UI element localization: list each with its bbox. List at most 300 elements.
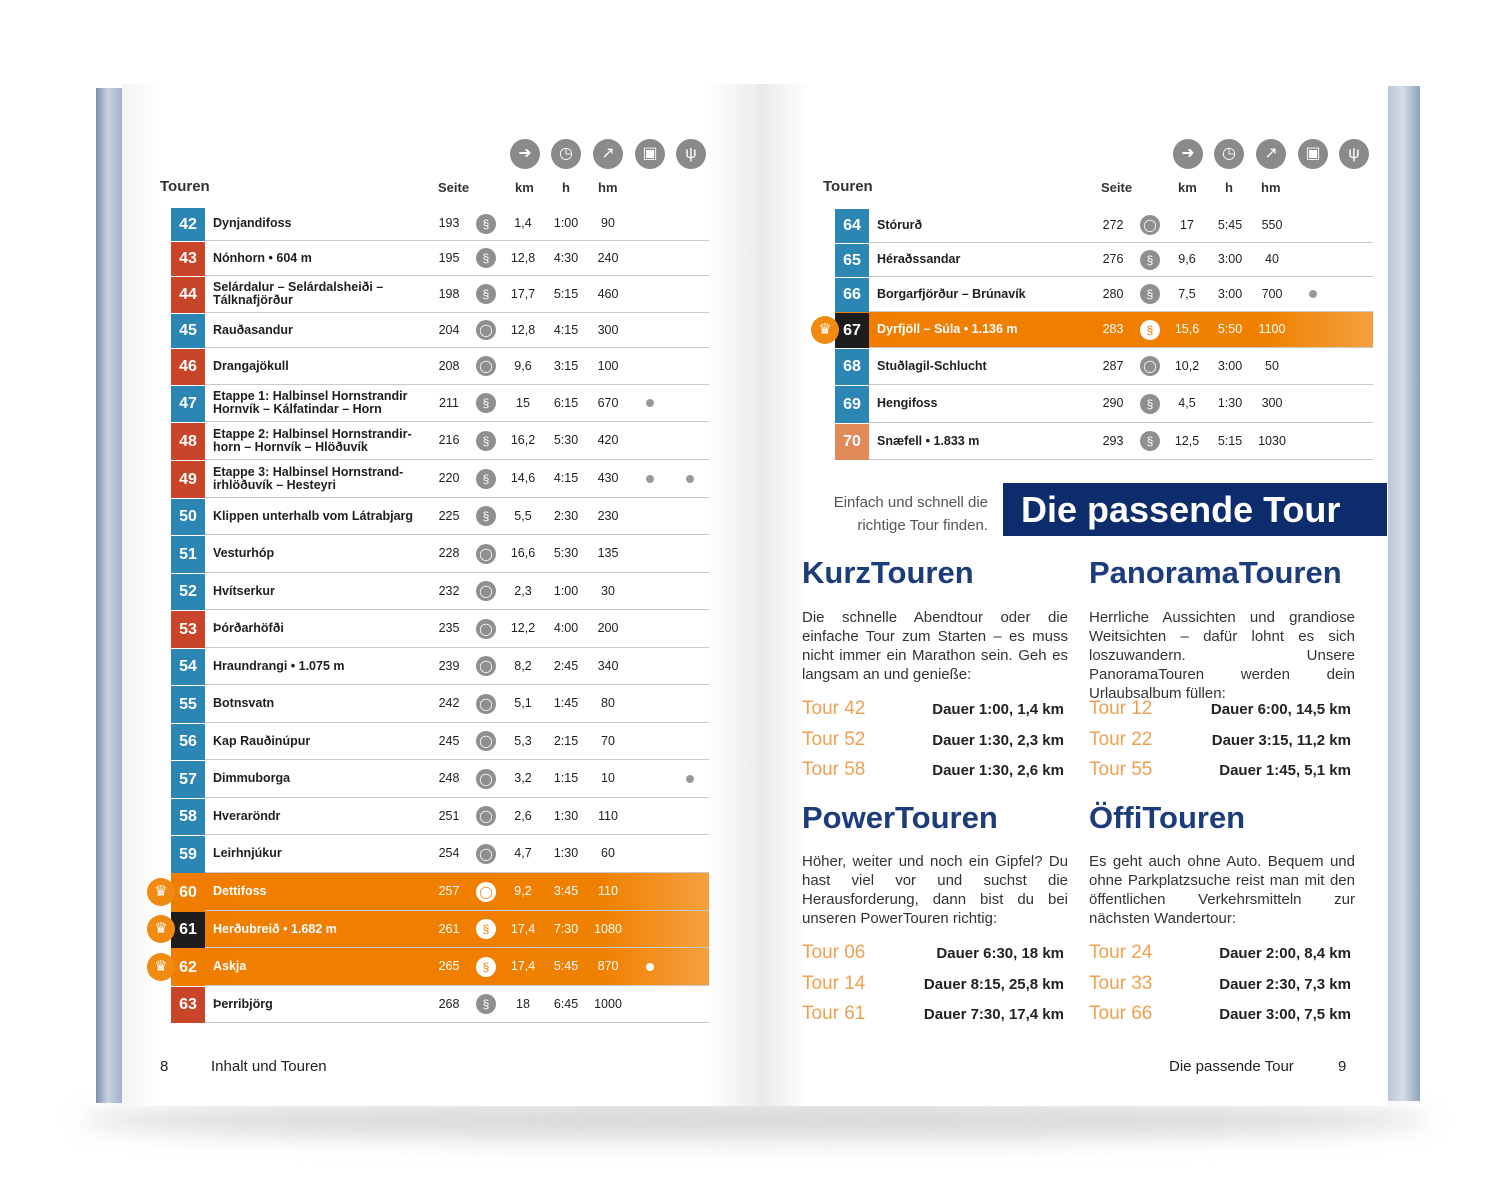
tour-name: Dyrfjöll – Súla • 1.136 m (877, 322, 1018, 336)
tour-h: 6:15 (553, 396, 579, 410)
tour-h: 1:30 (1217, 396, 1243, 410)
tour-recommendation[interactable] (1089, 759, 1351, 789)
restaurant-marker (686, 775, 694, 783)
tour-h: 5:45 (553, 959, 579, 973)
tour-name: Kap Rauðinúpur (213, 733, 311, 748)
tour-row[interactable] (835, 312, 1373, 348)
tour-page: 232 (438, 584, 460, 598)
tour-hm: 430 (597, 471, 619, 485)
tour-km: 12,8 (510, 323, 536, 337)
tour-name: Askja (213, 959, 247, 973)
tour-recommendation[interactable] (1089, 973, 1351, 1003)
tour-link[interactable]: Tour 66 (1089, 1003, 1153, 1024)
tour-h: 3:45 (553, 884, 579, 898)
tour-h: 5:30 (553, 433, 579, 447)
tour-number: 58 (171, 799, 205, 835)
col-header-hm: hm (598, 180, 618, 195)
tour-hm: 1000 (594, 997, 622, 1011)
tour-hm: 300 (597, 323, 619, 337)
tour-page: 193 (438, 216, 460, 230)
crown-icon: ♛ (147, 953, 175, 981)
tour-name: Herðubreið • 1.682 m (213, 921, 337, 936)
tour-page: 208 (438, 359, 460, 373)
tour-row[interactable] (171, 723, 709, 760)
tour-row[interactable] (835, 243, 1373, 277)
tour-row[interactable] (171, 207, 709, 241)
tour-number: 55 (171, 686, 205, 723)
tour-number: 42 (171, 208, 205, 241)
signpost-icon: ➜ (1173, 139, 1203, 169)
tour-number: 49 (171, 461, 205, 498)
one-way-route-icon: § (476, 469, 496, 489)
loop-route-icon: ◯ (476, 694, 496, 714)
tour-page: 248 (438, 771, 460, 785)
tour-number: 44 (171, 277, 205, 313)
tour-h: 1:15 (553, 771, 579, 785)
tour-number: 70 (835, 424, 869, 460)
tour-link[interactable]: Tour 52 (802, 728, 866, 750)
tour-row[interactable] (171, 610, 709, 648)
tour-km: 15 (516, 396, 530, 410)
tour-km: 9,6 (514, 359, 532, 373)
one-way-route-icon: § (1140, 320, 1160, 340)
tour-km: 12,5 (1174, 434, 1200, 448)
tour-h: 1:00 (553, 216, 579, 230)
tour-name: Klippen unterhalb vom Látrabjarg (213, 508, 414, 523)
one-way-route-icon: § (476, 214, 496, 234)
tour-km: 3,2 (514, 771, 532, 785)
tour-recommendation[interactable] (1089, 698, 1351, 728)
tour-recommendation[interactable] (1089, 1003, 1351, 1033)
footer-title-left: Inhalt und Touren (211, 1058, 327, 1075)
tour-h: 3:00 (1217, 287, 1243, 301)
restaurant-icon: ψ (1339, 139, 1369, 169)
tour-duration: Dauer 6:00, 14,5 km (1210, 701, 1351, 718)
tour-row[interactable] (171, 798, 709, 835)
tour-number: 53 (171, 611, 205, 648)
table-title-right: Touren (823, 178, 873, 195)
tour-page: 220 (438, 471, 460, 485)
tour-link[interactable]: Tour 24 (1089, 942, 1153, 963)
tour-name: Hengifoss (877, 396, 938, 410)
tour-h: 5:30 (553, 546, 579, 560)
tour-row[interactable] (171, 385, 709, 422)
tour-hm: 10 (601, 771, 615, 785)
bus-icon: ▣ (635, 139, 665, 169)
tour-number: 43 (171, 242, 205, 276)
tour-h: 4:15 (553, 471, 579, 485)
tour-number: 69 (835, 386, 869, 423)
tour-row[interactable] (171, 535, 709, 573)
tour-name: Stórurð (877, 217, 923, 232)
tour-h: 3:15 (553, 359, 579, 373)
one-way-route-icon: § (1140, 431, 1160, 451)
tour-hm: 50 (1265, 359, 1279, 373)
tour-row[interactable] (171, 573, 709, 610)
tour-page: 211 (439, 396, 459, 410)
tour-km: 2,6 (514, 809, 532, 823)
tour-duration: Dauer 1:45, 5,1 km (1219, 762, 1351, 779)
tour-duration: Dauer 2:30, 7,3 km (1219, 975, 1351, 993)
tour-name: Dettifoss (213, 884, 267, 898)
tour-km: 2,3 (514, 584, 532, 598)
tour-row[interactable] (835, 423, 1373, 460)
tour-km: 8,2 (514, 659, 532, 673)
col-header-hm: hm (1261, 180, 1281, 195)
tour-km: 17,7 (510, 287, 536, 301)
tour-page: 235 (438, 621, 460, 635)
tour-duration: Dauer 3:15, 11,2 km (1211, 731, 1351, 749)
tour-h: 4:00 (553, 621, 579, 635)
tour-name: Dynjandifoss (213, 216, 292, 230)
tour-duration: Dauer 8:15, 25,8 km (923, 975, 1064, 993)
tour-km: 16,2 (510, 433, 536, 447)
loop-route-icon: ◯ (476, 320, 496, 340)
one-way-route-icon: § (476, 431, 496, 451)
tour-recommendation[interactable] (802, 1003, 1064, 1033)
tour-link[interactable]: Tour 22 (1089, 728, 1153, 750)
tour-hm: 80 (601, 696, 615, 710)
tour-hm: 550 (1261, 218, 1283, 232)
tour-h: 2:45 (553, 659, 579, 673)
col-header-page: Seite (1101, 180, 1133, 195)
tour-link[interactable]: Tour 42 (802, 698, 866, 719)
tour-number: 52 (171, 574, 205, 610)
book-shadow (80, 1100, 1430, 1140)
tour-hm: 135 (597, 546, 619, 560)
one-way-route-icon: § (1140, 250, 1160, 270)
one-way-route-icon: § (476, 393, 496, 413)
tour-hm: 110 (598, 809, 618, 823)
tour-km: 12,8 (510, 251, 536, 265)
tour-row[interactable] (171, 648, 709, 685)
tour-number: 62 (171, 949, 205, 986)
one-way-route-icon: § (476, 919, 496, 939)
oeffitouren-text: Es geht auch ohne Auto. Bequem und ohne Parkplatzsuche reist man mit den öffentlichen Verkehrsmitteln zur nächsten Wandertour: (1089, 853, 1355, 927)
tour-h: 5:15 (553, 287, 579, 301)
tour-hm: 870 (597, 959, 619, 973)
one-way-route-icon: § (476, 506, 496, 526)
col-header-page: Seite (438, 180, 470, 195)
oeffitouren-title: ÖffiTouren (1089, 800, 1246, 835)
tour-h: 4:30 (553, 251, 579, 265)
tour-number: 45 (171, 314, 205, 348)
tour-name: Etappe 1: Halbinsel Hornstrandir Hornvík – Kálfatindar – Horn (213, 389, 408, 416)
tour-row[interactable] (835, 348, 1373, 385)
tour-h: 3:00 (1217, 252, 1243, 266)
tour-recommendation[interactable] (802, 729, 1064, 759)
tour-number: 57 (171, 761, 205, 798)
tour-link[interactable]: Tour 61 (802, 1003, 866, 1024)
bus-icon: ▣ (1298, 139, 1328, 169)
col-header-km: km (1178, 180, 1197, 195)
tour-km: 10,2 (1174, 359, 1200, 373)
loop-route-icon: ◯ (476, 544, 496, 564)
tour-name: Nónhorn • 604 m (213, 250, 312, 265)
tour-hm: 100 (597, 359, 619, 373)
tour-hm: 40 (1265, 252, 1279, 266)
tour-h: 5:45 (1217, 218, 1243, 232)
tour-link[interactable]: Tour 33 (1089, 972, 1153, 994)
tour-row[interactable] (835, 385, 1373, 423)
tour-h: 7:30 (553, 922, 579, 936)
tour-km: 14,6 (510, 471, 536, 485)
col-header-h: h (562, 180, 570, 195)
tour-hm: 30 (601, 584, 615, 598)
tour-row[interactable] (171, 498, 709, 535)
tour-name: Vesturhóp (213, 546, 275, 560)
loop-route-icon: ◯ (476, 731, 496, 751)
tour-row[interactable] (171, 911, 709, 948)
tour-km: 9,6 (1178, 252, 1196, 266)
tour-page: 283 (1102, 322, 1124, 336)
tour-name: Héraðssandar (877, 252, 961, 266)
tour-km: 18 (516, 997, 530, 1011)
bus-access-marker (646, 399, 654, 407)
tour-h: 4:15 (553, 323, 579, 337)
loop-route-icon: ◯ (1140, 215, 1160, 235)
tour-page: 257 (438, 884, 460, 898)
tour-row[interactable] (171, 348, 709, 385)
tour-recommendation[interactable] (802, 973, 1064, 1003)
restaurant-icon: ψ (676, 139, 706, 169)
tour-page: 198 (438, 287, 460, 301)
tour-row[interactable] (835, 208, 1373, 243)
tour-page: 272 (1102, 218, 1124, 232)
tour-duration: Dauer 2:00, 8,4 km (1219, 945, 1351, 962)
tour-km: 17,4 (510, 922, 536, 936)
one-way-route-icon: § (476, 994, 496, 1014)
tour-name: Þórðarhöfði (213, 621, 284, 635)
tour-number: 47 (171, 386, 205, 422)
tour-km: 5,3 (514, 734, 532, 748)
tour-page: 276 (1102, 252, 1124, 266)
tour-km: 17,4 (510, 959, 536, 973)
tour-duration: Dauer 1:30, 2,6 km (932, 762, 1064, 779)
tour-link[interactable]: Tour 12 (1089, 698, 1153, 719)
footer-title-right: Die passende Tour (1169, 1058, 1294, 1075)
tour-page: 225 (438, 509, 460, 523)
tour-number: 46 (171, 349, 205, 385)
crown-icon: ♛ (147, 915, 175, 943)
loop-route-icon: ◯ (476, 656, 496, 676)
tour-duration: Dauer 1:00, 1,4 km (932, 701, 1064, 718)
intro-text: Einfach und schnell die richtige Tour finden. (833, 494, 988, 534)
tour-h: 1:00 (553, 584, 579, 598)
section-banner: Die passende Tour (1003, 483, 1387, 536)
tour-link[interactable]: Tour 06 (802, 942, 866, 963)
tour-row[interactable] (171, 835, 709, 873)
ascent-icon: ↗ (1256, 139, 1286, 169)
tour-number: 68 (835, 349, 869, 385)
one-way-route-icon: § (1140, 284, 1160, 304)
tour-row[interactable] (171, 685, 709, 723)
tour-km: 9,2 (514, 884, 532, 898)
powertouren-text: Höher, weiter und noch ein Gipfel? Du hast viel vor und suchst die Herausforderung, dann bist du bei unseren PowerTouren richtig: (802, 853, 1068, 927)
tour-name: Dimmuborga (213, 771, 291, 785)
tour-recommendation[interactable] (802, 942, 1064, 972)
loop-route-icon: ◯ (476, 806, 496, 826)
tour-number: 61 (171, 912, 205, 948)
tour-h: 3:00 (1217, 359, 1243, 373)
tour-hm: 300 (1261, 396, 1283, 410)
tour-hm: 240 (597, 251, 619, 265)
tour-page: 287 (1102, 359, 1124, 373)
tour-km: 4,5 (1178, 396, 1196, 410)
clock-icon: ◷ (1214, 139, 1244, 169)
tour-h: 1:45 (553, 696, 579, 710)
tour-page: 280 (1102, 287, 1124, 301)
tour-name: Hveraröndr (213, 808, 281, 823)
tour-page: 228 (438, 546, 460, 560)
tour-km: 17 (1180, 218, 1194, 232)
clock-icon: ◷ (551, 139, 581, 169)
tour-hm: 340 (597, 659, 619, 673)
tour-page: 293 (1102, 434, 1124, 448)
tour-name: Leirhnjúkur (213, 846, 282, 860)
tour-hm: 1030 (1258, 434, 1286, 448)
tour-row[interactable] (171, 276, 709, 313)
loop-route-icon: ◯ (476, 844, 496, 864)
page-number-left: 8 (160, 1058, 169, 1075)
signpost-icon: ➜ (510, 139, 540, 169)
tour-recommendation[interactable] (802, 759, 1064, 789)
tour-row[interactable] (171, 313, 709, 348)
one-way-route-icon: § (476, 284, 496, 304)
tour-number: 50 (171, 499, 205, 535)
tour-page: 242 (438, 696, 460, 710)
tour-h: 6:45 (553, 997, 579, 1011)
tour-number: 51 (171, 536, 205, 573)
loop-route-icon: ◯ (476, 356, 496, 376)
tour-hm: 1100 (1258, 322, 1286, 336)
tour-link[interactable]: Tour 58 (802, 759, 866, 780)
tour-page: 254 (438, 846, 460, 860)
restaurant-marker (686, 475, 694, 483)
bus-access-marker (646, 475, 654, 483)
one-way-route-icon: § (476, 248, 496, 268)
tour-hm: 90 (601, 216, 615, 230)
tour-duration: Dauer 6:30, 18 km (936, 945, 1064, 962)
tour-row[interactable] (171, 948, 709, 986)
tour-name: Etappe 2: Halbinsel Hornstrandir- horn – Hornvík – Hlöðuvík (213, 426, 412, 454)
ascent-icon: ↗ (593, 139, 623, 169)
loop-route-icon: ◯ (476, 581, 496, 601)
tour-page: 265 (438, 959, 460, 973)
tour-hm: 420 (597, 433, 619, 447)
tour-name: Hraundrangi • 1.075 m (213, 658, 345, 673)
tour-hm: 700 (1261, 287, 1283, 301)
tour-h: 1:30 (553, 846, 579, 860)
tour-km: 5,5 (514, 509, 532, 523)
tour-page: 239 (438, 659, 460, 673)
tour-km: 12,2 (510, 621, 536, 635)
loop-route-icon: ◯ (476, 882, 496, 902)
loop-route-icon: ◯ (1140, 356, 1160, 376)
tour-number: 60 (171, 874, 205, 911)
kurztouren-text: Die schnelle Abendtour oder die einfache Tour zum Starten – es muss nicht immer ein Marathon sein. Geh es langsam an und genieße: (802, 609, 1068, 683)
tour-hm: 70 (601, 734, 615, 748)
tour-km: 15,6 (1174, 322, 1200, 336)
tour-duration: Dauer 7:30, 17,4 km (923, 1006, 1064, 1023)
tour-row[interactable] (171, 873, 709, 911)
tour-hm: 460 (597, 287, 619, 301)
tour-row[interactable] (171, 241, 709, 276)
tour-number: 56 (171, 724, 205, 760)
tour-km: 4,7 (514, 846, 532, 860)
tour-name: Selárdalur – Selárdalsheiði – Tálknafjörður (213, 280, 384, 307)
tour-number: 59 (171, 836, 205, 873)
panoramatouren-text: Herrliche Aussichten und grandiose Weitsichten – dafür lohnt es sich loszuwandern. Unsere PanoramaTouren werden dein Urlaubsalbum füllen: (1089, 609, 1355, 702)
tour-page: 204 (438, 323, 460, 337)
tour-recommendation[interactable] (1089, 729, 1351, 759)
tour-name: Borgarfjörður – Brúnavík (877, 286, 1026, 301)
tour-page: 268 (438, 997, 460, 1011)
tour-name: Rauðasandur (213, 322, 293, 337)
tour-number: 54 (171, 649, 205, 685)
tour-km: 1,4 (514, 216, 532, 230)
tour-number: 48 (171, 423, 205, 460)
tour-link[interactable]: Tour 14 (802, 972, 866, 994)
tour-row[interactable] (171, 760, 709, 798)
table-title-left: Touren (160, 178, 210, 195)
one-way-route-icon: § (1140, 394, 1160, 414)
loop-route-icon: ◯ (476, 619, 496, 639)
tour-km: 16,6 (510, 546, 536, 560)
tour-page: 261 (438, 922, 460, 936)
page-number-right: 9 (1338, 1058, 1347, 1075)
col-header-h: h (1225, 180, 1233, 195)
tour-number: 65 (835, 244, 869, 277)
tour-hm: 200 (597, 621, 619, 635)
bus-access-marker (646, 963, 654, 971)
tour-h: 5:15 (1217, 434, 1243, 448)
tour-h: 5:50 (1217, 322, 1243, 336)
tour-row[interactable] (835, 277, 1373, 312)
tour-duration: Dauer 1:30, 2,3 km (932, 731, 1064, 749)
tour-page: 290 (1102, 396, 1124, 410)
tour-hm: 670 (597, 396, 619, 410)
tour-h: 1:30 (553, 809, 579, 823)
tour-hm: 230 (597, 509, 619, 523)
crown-icon: ♛ (147, 878, 175, 906)
tour-number: 63 (171, 987, 205, 1023)
tour-name: Drangajökull (213, 358, 289, 373)
tour-row[interactable] (171, 422, 709, 460)
tour-row[interactable] (171, 460, 709, 498)
loop-route-icon: ◯ (476, 769, 496, 789)
tour-h: 2:30 (553, 509, 579, 523)
tour-name: Þerribjörg (213, 996, 273, 1011)
powertouren-title: PowerTouren (802, 800, 998, 835)
crown-icon: ♛ (811, 316, 839, 344)
tour-h: 2:15 (553, 734, 579, 748)
tour-row[interactable] (171, 986, 709, 1023)
one-way-route-icon: § (476, 957, 496, 977)
tour-page: 195 (438, 251, 460, 265)
tour-number: 66 (835, 278, 869, 312)
tour-link[interactable]: Tour 55 (1089, 759, 1153, 780)
tour-recommendation[interactable] (1089, 942, 1351, 972)
kurztouren-title: KurzTouren (802, 555, 974, 590)
tour-name: Etappe 3: Halbinsel Hornstrand- irhlöðuvík – Hesteyri (213, 464, 404, 492)
tour-page: 245 (438, 734, 460, 748)
col-header-km: km (515, 180, 534, 195)
tour-name: Stuðlagil-Schlucht (877, 358, 987, 373)
tour-recommendation[interactable] (802, 698, 1064, 728)
tour-duration: Dauer 3:00, 7,5 km (1219, 1006, 1351, 1023)
tour-hm: 110 (598, 884, 618, 898)
